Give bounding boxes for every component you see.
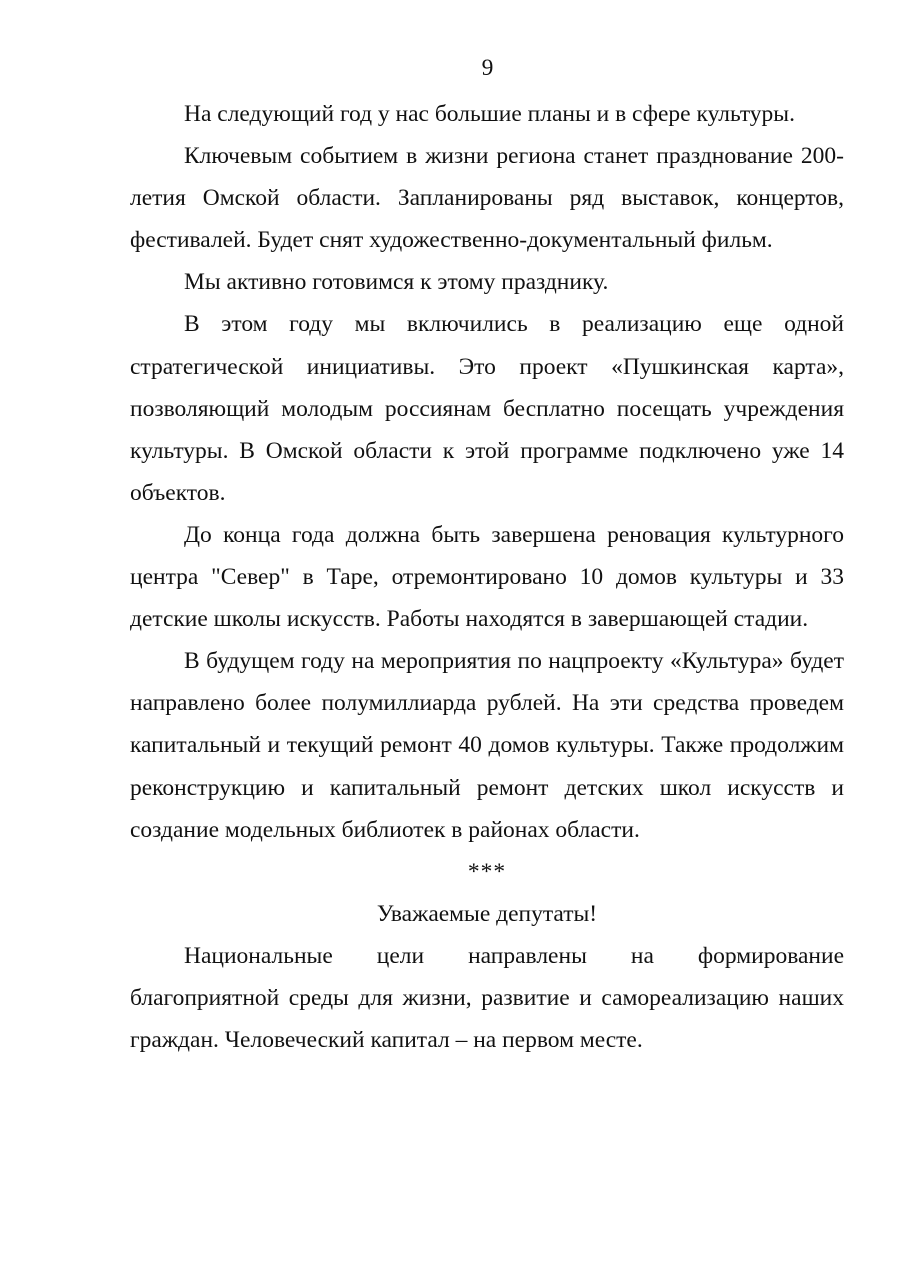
- section-separator: ***: [467, 858, 507, 885]
- paragraph-preparation: Мы активно готовимся к этому празднику.: [184, 269, 609, 296]
- paragraph-anniversary: Ключевым событием в жизни региона станет празднование 200-летия Омской области. Запланированы ряд выставок, концертов, фестивалей. Будет снят художественно-документальный фильм.: [130, 143, 844, 254]
- document-body: [130, 93, 844, 1061]
- paragraph-renovation: До конца года должна быть завершена реновация культурного центра "Север" в Таре, отремонтировано 10 домов культуры и 33 детские школы искусств. Работы находятся в завершающей стадии.: [130, 521, 844, 633]
- paragraph-national-project: В будущем году на мероприятия по нацпроекту «Культура» будет направлено более полумиллиарда рублей. На эти средства проведем капитальный и текущий ремонт 40 домов культуры. Также продолжим реконструкцию и капитальный ремонт детских школ искусств и создание модельных библиотек в районах области.: [130, 648, 844, 843]
- paragraph-culture-plans: На следующий год у нас большие планы и в сфере культуры.: [184, 101, 795, 127]
- paragraph-national-goals: Национальные цели направлены на формирование благоприятной среды для жизни, развитие и самореализацию наших граждан. Человеческий капитал – на первом месте.: [130, 942, 844, 1054]
- section-heading: Уважаемые депутаты!: [376, 900, 598, 927]
- page-number: 9: [481, 55, 494, 81]
- paragraph-pushkin-card: В этом году мы включились в реализацию еще одной стратегической инициативы. Это проект «Пушкинская карта», позволяющий молодым россиянам бесплатно посещать учреждения культуры. В Омской области к этой программе подключено уже 14 объектов.: [130, 311, 844, 506]
